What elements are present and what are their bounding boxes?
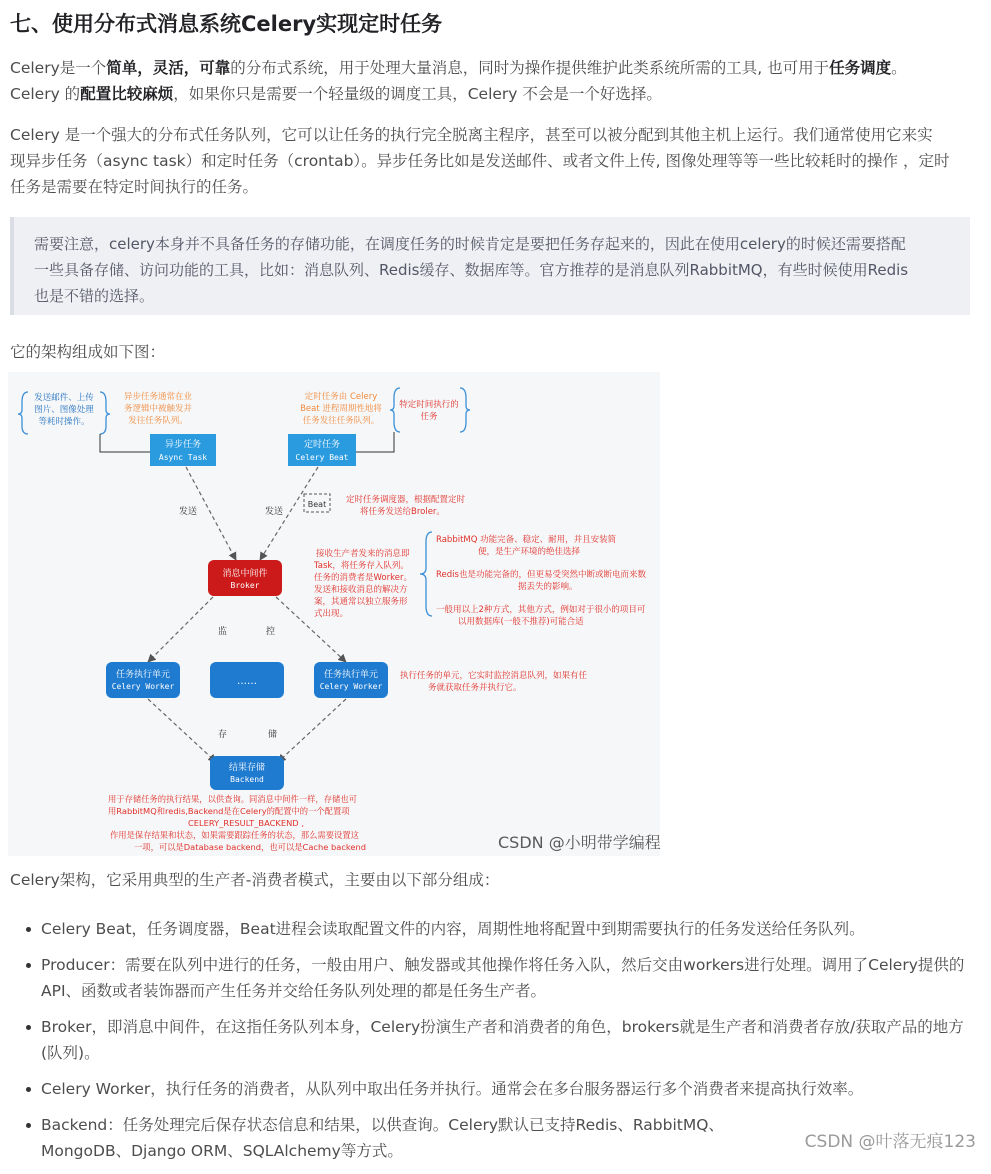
- arrow-worker-right-backend: [278, 699, 346, 762]
- broker-note-line3: 任务的消费者是Worker。: [314, 573, 412, 583]
- bullet-icon: [26, 1025, 31, 1030]
- option-other-line2: 以用数据库(一般不推荐)可能合适: [458, 617, 584, 627]
- worker-ellipsis: ……: [237, 676, 257, 687]
- monitor-label-1: 监: [218, 627, 228, 637]
- async-box-title: 异步任务: [164, 440, 202, 450]
- diagram-watermark: CSDN @小明带学编程: [498, 833, 661, 852]
- option-other-line1: 一般用以上2种方式，其他方式，例如对于很小的项目可: [436, 605, 646, 615]
- broker-note-line6: 式出现。: [314, 609, 349, 619]
- option-redis-line2: 据丢失的影响。: [518, 582, 578, 592]
- broker-note-line1: 接收生产者发来的消息即: [316, 549, 410, 559]
- connector-right: [356, 432, 394, 452]
- beat-note-line3: 任务发往任务队列。: [302, 416, 380, 426]
- beat-note-line1: 定时任务由 Celery: [304, 392, 378, 402]
- description-paragraph: Celery 是一个强大的分布式任务队列，它可以让任务的执行完全脱离主程序，甚至可以被分配到其他主机上运行。我们通常使用它来实 现异步任务（async task）和定时任务（crontab）。异步任务比如是发送邮件、或者文件上传, 图像处理等等一些比较耗时的操作 ，定时 任务是需要在特定时间执行的任务。: [10, 126, 950, 196]
- worker-left-title: 任务执行单元: [115, 670, 171, 680]
- async-example-line1: 发送邮件、上传: [34, 393, 94, 403]
- backend-box-sub: Backend: [230, 775, 264, 784]
- bullet-icon: [26, 963, 31, 968]
- beat-box-title: 定时任务: [303, 440, 341, 450]
- arrow-worker-left-backend: [148, 699, 216, 762]
- backend-box: [210, 756, 284, 790]
- bullet-icon: [26, 927, 31, 932]
- section-heading: 七、使用分布式消息系统Celery实现定时任务: [10, 12, 443, 36]
- backend-note-line3: CELERY_RESULT_BACKEND ,: [188, 818, 304, 828]
- async-note-line2: 务逻辑中被触发并: [123, 404, 193, 414]
- option-redis-line1: Redis也是功能完备的，但更易受突然中断或断电而来数: [436, 570, 646, 580]
- send-label-left: 发送: [178, 507, 198, 517]
- broker-note-line2: Task，将任务存入队列。: [314, 561, 409, 571]
- async-note-line3: 发往任务队列。: [128, 416, 188, 426]
- list-item: Backend：任务处理完后保存状态信息和结果，以供查询。Celery默认已支持Redis、RabbitMQ、MongoDB、Django ORM、SQLAlchemy等方式。: [10, 1112, 970, 1164]
- architecture-summary: Celery架构，它采用典型的生产者-消费者模式，主要由以下部分组成：: [10, 871, 500, 889]
- architecture-diagram: [8, 372, 660, 856]
- backend-note-line1: 用于存储任务的执行结果，以供查询。同消息中间件一样，存储也可: [108, 794, 357, 804]
- worker-right-title: 任务执行单元: [323, 670, 379, 680]
- worker-right-sub: Celery Worker: [319, 682, 383, 691]
- broker-box-title: 消息中间件: [222, 569, 268, 579]
- worker-left-box: [106, 662, 180, 698]
- timed-task-note-line1: 特定时间执行的: [399, 400, 459, 410]
- footer-watermark: CSDN @叶落无痕123: [804, 1132, 976, 1152]
- broker-box: [208, 560, 282, 596]
- broker-note-line4: 发送和接收消息的解决方: [314, 585, 408, 595]
- beat-scheduler-label: Beat: [307, 500, 327, 509]
- broker-box-sub: Broker: [230, 581, 260, 590]
- arrow-broker-worker-left: [148, 597, 213, 662]
- backend-note-line4: 作用是保存结果和状态，如果需要跟踪任务的状态，那么需要设置这: [110, 830, 359, 840]
- backend-note-line2: 用RabbitMQ和redis,Backend是在Celery的配置中的一个配置项: [108, 806, 350, 816]
- option-rabbitmq-line1: RabbitMQ 功能完备、稳定、耐用，并且安装简: [436, 535, 617, 545]
- worker-ellipsis-box: [210, 662, 284, 698]
- send-label-right: 发送: [264, 507, 284, 517]
- bullet-icon: [26, 1123, 31, 1128]
- beat-note-line2: Beat 进程周期性地将: [300, 404, 382, 414]
- note-blockquote: 需要注意，celery本身并不具备任务的存储功能，在调度任务的时候肯定是要把任务存起来的，因此在使用celery的时候还需要搭配 一些具备存储、访问功能的工具，比如：消息队列、Redis缓存、数据库等。官方推荐的是消息队列RabbitMQ，有些时候使用Redis 也是不错的选择。: [10, 217, 970, 315]
- beat-box-sub: Celery Beat: [295, 453, 349, 462]
- async-note-line1: 异步任务通常在业: [123, 392, 193, 402]
- bullet-icon: [26, 1087, 31, 1092]
- option-rabbitmq-line2: 便，是生产环境的绝佳选择: [478, 547, 581, 557]
- async-box-sub: Async Task: [158, 453, 208, 462]
- options-brace-icon: [420, 532, 432, 616]
- broker-note-line5: 案，其通常以独立服务形: [314, 597, 408, 607]
- timed-task-note-line2: 任务: [420, 412, 438, 422]
- list-item: Broker，即消息中间件，在这指任务队列本身，Celery扮演生产者和消费者的角色，brokers就是生产者和消费者存放/获取产品的地方(队列)。: [10, 1014, 970, 1066]
- architecture-intro: 它的架构组成如下图：: [10, 343, 166, 361]
- worker-right-box: [314, 662, 388, 698]
- async-task-box: [150, 434, 216, 466]
- async-example-line2: 图片、图像处理: [34, 405, 94, 415]
- scheduler-note-line1: 定时任务调度器，根据配置定时: [346, 495, 466, 505]
- list-item: Celery Beat，任务调度器，Beat进程会读取配置文件的内容，周期性地将配置中到期需要执行的任务发送给任务队列。: [10, 916, 970, 942]
- worker-note-line2: 务就获取任务并执行它。: [428, 683, 522, 693]
- store-label-1: 存: [218, 730, 228, 740]
- backend-note-line5: 一项，可以是Database backend，也可以是Cache backend: [134, 842, 367, 852]
- celery-beat-box: [288, 434, 356, 466]
- worker-left-sub: Celery Worker: [111, 682, 175, 691]
- backend-box-title: 结果存储: [228, 763, 266, 773]
- list-item: Celery Worker，执行任务的消费者，从队列中取出任务并执行。通常会在多台服务器运行多个消费者来提高执行效率。: [10, 1076, 970, 1102]
- intro-paragraph: Celery是一个简单，灵活，可靠的分布式系统，用于处理大量消息，同时为操作提供维护此类系统所需的工具, 也可用于任务调度。 Celery 的配置比较麻烦，如果你只是需要一个轻量级的调度工具，Celery 不会是一个好选择。: [10, 59, 907, 103]
- store-label-2: 储: [268, 730, 278, 740]
- async-example-line3: 等耗时操作。: [38, 417, 90, 427]
- list-item: Producer：需要在队列中进行的任务，一般由用户、触发器或其他操作将任务入队，然后交由workers进行处理。调用了Celery提供的API、函数或者装饰器而产生任务并交给任务队列处理的都是任务生产者。: [10, 952, 970, 1004]
- brace-right-icon: [390, 388, 470, 432]
- monitor-label-2: 控: [266, 627, 276, 637]
- worker-note-line1: 执行任务的单元，它实时监控消息队列，如果有任: [400, 671, 588, 681]
- connector-left: [100, 434, 150, 452]
- scheduler-note-line2: 将任务发送给Broler。: [360, 507, 445, 517]
